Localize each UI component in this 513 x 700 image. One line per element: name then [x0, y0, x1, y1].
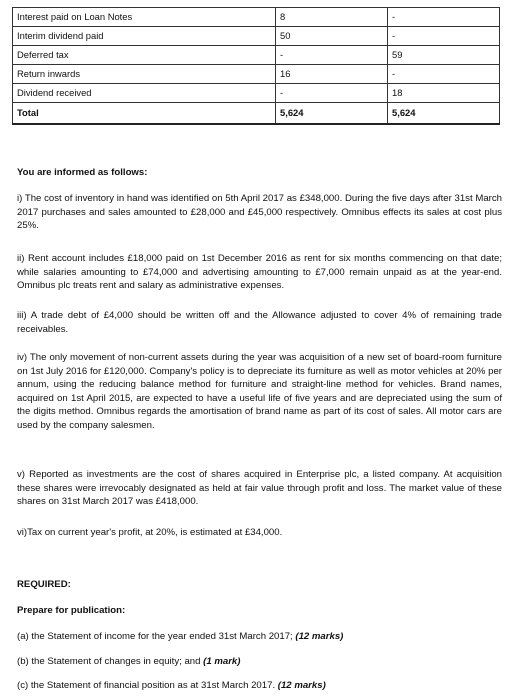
item-marks: (1 mark) — [203, 656, 241, 667]
credit-cell: - — [388, 27, 500, 46]
required-item-c — [17, 679, 502, 693]
required-heading: REQUIRED: — [17, 579, 71, 590]
prepare-heading: Prepare for publication: — [17, 605, 126, 616]
debit-cell: 8 — [276, 8, 388, 27]
item-marks: (12 marks) — [295, 631, 344, 642]
total-debit: 5,624 — [276, 103, 388, 125]
table-row — [13, 84, 500, 103]
row-label: Interim dividend paid — [13, 27, 276, 46]
credit-cell: 18 — [388, 84, 500, 103]
note-v: v) Reported as investments are the cost of shares acquired in Enterprise plc, a listed company. At acquisition these shares were irrevocably designated as held at fair value through profit and loss. The market value of these shares on 31st March 2017 was £418,000. — [17, 469, 502, 508]
credit-cell: 59 — [388, 46, 500, 65]
row-label: Interest paid on Loan Notes — [13, 8, 276, 27]
row-label: Return inwards — [13, 65, 276, 84]
note-ii: ii) Rent account includes £18,000 paid on 1st December 2016 as rent for six months commencing on that date; while salaries amounting to £74,000 and advertising amounting to £7,000 remain unpaid as at the year-end. Omnibus plc treats rent and salary as administrative expenses. — [17, 253, 502, 292]
note-iv: iv) The only movement of non-current assets during the year was acquisition of a new set of board-room furniture on 1st July 2016 for £120,000. Company's policy is to depreciate its furniture as well as motor vehicles at 20% per annum, using the reducing balance method for furniture and straight-line method for vehicles. Brand names, acquired on 1st April 2015, are expected to have a useful life of five years and are depreciated using the sum of the digits method. Omnibus regards the amortisation of brand name as part of its cost of sales. All motor cars are used by the company salesmen. — [17, 352, 502, 432]
debit-cell: - — [276, 46, 388, 65]
note-i: i) The cost of inventory in hand was identified on 5th April 2017 as £348,000. During the five days after 31st March 2017 purchases and sales amounted to £28,000 and £45,000 respectively. Omnibus effects its sales at cost plus 25%. — [17, 193, 502, 232]
debit-cell: 50 — [276, 27, 388, 46]
note-vi: vi)Tax on current year's profit, at 20%, is estimated at £34,000. — [17, 527, 283, 538]
item-text: (a) the Statement of income for the year ended 31st March 2017; — [17, 631, 296, 642]
table-row — [13, 27, 500, 46]
total-label: Total — [13, 103, 276, 125]
row-label: Dividend received — [13, 84, 276, 103]
table-row — [13, 46, 500, 65]
row-label: Deferred tax — [13, 46, 276, 65]
trial-balance-table — [12, 7, 500, 125]
total-credit: 5,624 — [388, 103, 500, 125]
required-item-b — [17, 655, 502, 669]
required-item-a — [17, 630, 502, 644]
credit-cell: - — [388, 8, 500, 27]
table-row — [13, 8, 500, 27]
table-row — [13, 65, 500, 84]
credit-cell: - — [388, 65, 500, 84]
debit-cell: - — [276, 84, 388, 103]
informed-heading: You are informed as follows: — [17, 167, 148, 178]
item-marks: (12 marks) — [277, 680, 326, 691]
item-text: (c) the Statement of financial position as at 31st March 2017. — [17, 680, 278, 691]
item-text: (b) the Statement of changes in equity; and — [17, 656, 204, 667]
debit-cell: 16 — [276, 65, 388, 84]
note-iii: iii) A trade debt of £4,000 should be written off and the Allowance adjusted to cover 4% of remaining trade receivables. — [17, 310, 502, 335]
total-row — [13, 103, 500, 125]
